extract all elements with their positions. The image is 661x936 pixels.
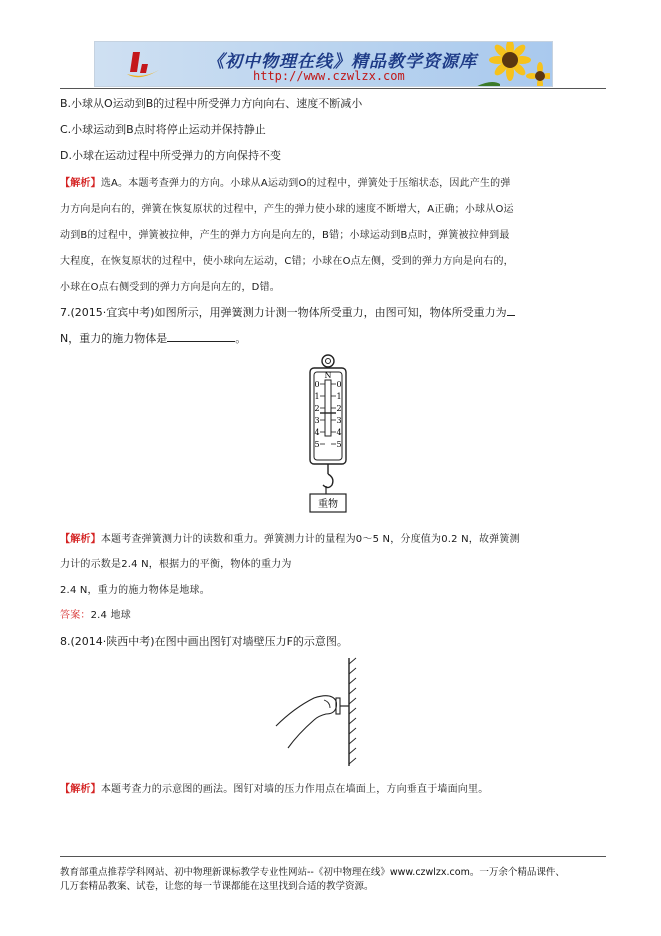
header-banner [94, 41, 553, 87]
option-c: C.小球运动到B点时将停止运动并保持静止 [60, 123, 266, 136]
answer-value: 2.4 地球 [90, 610, 131, 621]
analysis6-line1: 【解析】选A。本题考查弹力的方向。小球从A运动到O的过程中，弹簧处于压缩状态，因此产生的弹 [60, 178, 511, 189]
analysis6-line5: 小球在O点右侧受到的弹力方向是向左的，D错。 [60, 282, 280, 293]
spring-scale-figure [298, 352, 358, 522]
wall-hatching [349, 658, 356, 764]
footer-line2: 几万套精品教案、试卷，让您的每一节课都能在这里找到合适的教学资源。 [60, 881, 374, 892]
scale-right-label: 2 [336, 404, 342, 413]
scale-right-label: 5 [336, 440, 342, 449]
scale-right-label: 4 [336, 428, 342, 437]
analysis-tag: 【解析】 [60, 178, 101, 189]
footer-line1: 教育部重点推荐学科网站、初中物理新课标教学专业性网站--《初中物理在线》www.czwlzx.com。一万余个精品课件、 [60, 867, 565, 878]
answer-tag: 答案： [60, 610, 91, 621]
header-divider [60, 88, 606, 89]
answer-line [60, 606, 131, 621]
scale-left-label: 3 [314, 416, 320, 425]
sunflower-image [470, 41, 550, 87]
analysis7-line1: 【解析】本题考查弹簧测力计的读数和重力。弹簧测力计的量程为0～5 N，分度值为0.2 N，故弹簧测 [60, 534, 520, 545]
thumbtack-wall-figure [274, 656, 374, 768]
scale-unit: N [324, 371, 332, 380]
scale-left-label: 4 [314, 428, 320, 437]
analysis8-line: 【解析】本题考查力的示意图的画法。图钉对墙的压力作用点在墙面上，方向垂直于墙面向里。 [60, 784, 489, 795]
scale-right-label: 1 [336, 392, 342, 401]
analysis6-line2: 力方向是向右的，弹簧在恢复原状的过程中，产生的弹力使小球的速度不断增大，A正确；小球从O运 [60, 204, 514, 215]
q7-line1: 7.(2015·宜宾中考)如图所示，用弹簧测力计测一物体所受重力，由图可知，物体所受重力为 [60, 304, 515, 320]
site-logo [125, 48, 161, 82]
hook-icon [323, 474, 333, 488]
weight-label: 重物 [318, 499, 338, 510]
scale-left-label: 2 [314, 404, 320, 413]
option-b: B.小球从O运动到B的过程中所受弹力方向向右、速度不断减小 [60, 97, 363, 110]
analysis-tag: 【解析】 [60, 534, 101, 545]
analysis6-line4: 大程度，在恢复原状的过程中，使小球向左运动，C错；小球在O点左侧，受到的弹力方向是向右的， [60, 256, 514, 267]
q8-text: 8.(2014·陕西中考)在图中画出图钉对墙壁压力F的示意图。 [60, 635, 348, 648]
analysis7-line2: 力计的示数是2.4 N，根据力的平衡，物体的重力为 [60, 559, 292, 570]
analysis6-line3: 动到B的过程中，弹簧被拉伸，产生的弹力方向是向左的，B错；小球运动到B点时，弹簧被拉伸到最 [60, 230, 510, 241]
scale-right-label: 0 [336, 380, 342, 389]
analysis7-line3: 2.4 N，重力的施力物体是地球。 [60, 585, 210, 596]
answer-blank [167, 331, 235, 342]
scale-left-label: 5 [314, 440, 320, 449]
q7-line2: N，重力的施力物体是 。 [60, 332, 247, 345]
scale-right-label: 3 [336, 416, 342, 425]
banner-title: 《初中物理在线》精品教学资源库 [207, 52, 477, 72]
analysis-tag: 【解析】 [60, 784, 101, 795]
banner-url: http://www.czwlzx.com [253, 69, 405, 83]
option-d: D.小球在运动过程中所受弹力的方向保持不变 [60, 149, 281, 162]
finger-drawing [276, 696, 337, 748]
scale-left-label: 0 [314, 380, 320, 389]
footer-divider [60, 856, 606, 857]
scale-left-label: 1 [314, 392, 320, 401]
